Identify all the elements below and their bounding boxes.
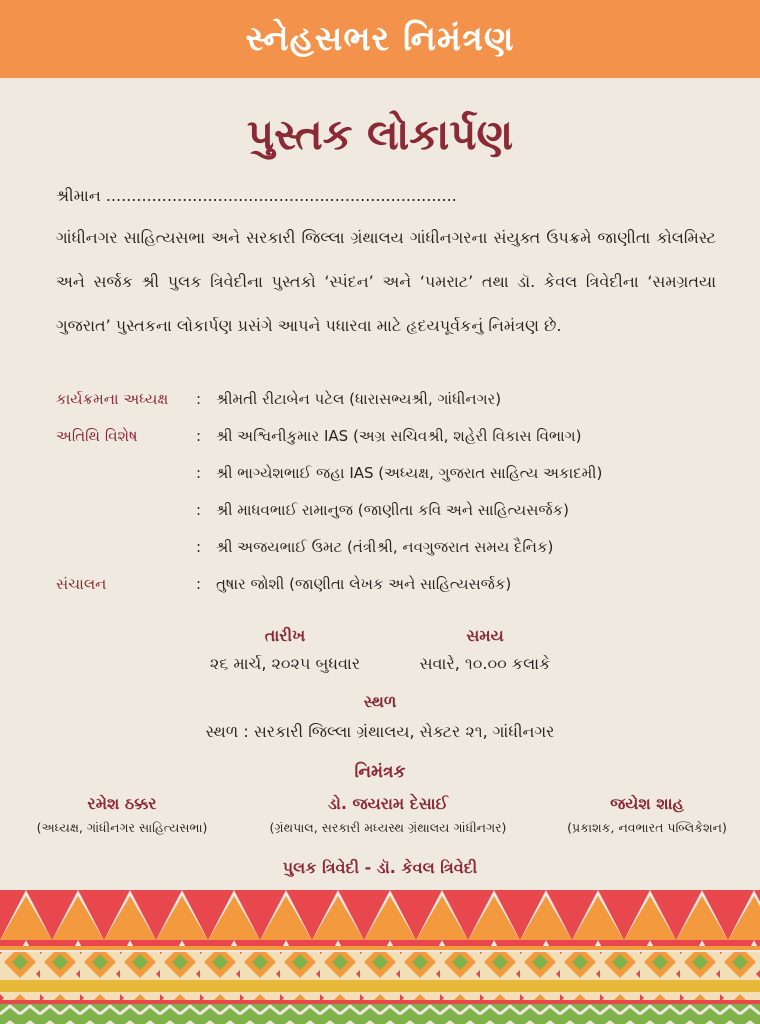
role-row	[56, 390, 736, 427]
role-colon: :	[196, 575, 202, 593]
inviter-name: રમેશ ઠક્કર	[87, 794, 157, 813]
role-value: શ્રી ભાગ્યેશભાઈ જહા IAS (અધ્યક્ષ, ગુજરાત સાહિત્ય અકાદમી)	[216, 464, 603, 482]
role-colon: :	[196, 538, 202, 556]
role-row	[56, 501, 736, 538]
role-value: શ્રીમતી રીટાબેન પટેલ (ધારાસભ્યશ્રી, ગાંધીનગર)	[216, 390, 502, 408]
decorative-border	[0, 890, 760, 1024]
role-row	[56, 464, 736, 501]
banner-title: સ્નેહસભર નિમંત્રણ	[245, 19, 515, 59]
inviters-heading: નિમંત્રક	[354, 762, 406, 782]
inviter	[540, 794, 754, 836]
date-value: ૨૬ માર્ચ, ૨૦૨૫ બુધવાર	[209, 654, 361, 673]
role-row	[56, 538, 736, 575]
time-block	[390, 626, 580, 674]
role-row	[56, 575, 736, 612]
date-block	[180, 626, 390, 674]
date-label: તારીખ	[264, 626, 306, 645]
inviter-desc: (અધ્યક્ષ, ગાંધીનગર સાહિત્યસભા)	[36, 820, 208, 835]
role-label: અતિથિ વિશેષ	[56, 427, 138, 445]
venue-label: સ્થળ	[363, 692, 397, 711]
venue-value: સ્થળ : સરકારી જિલ્લા ગ્રંથાલય, સેક્ટર ૨૧, ગાંધીનગર	[205, 722, 555, 741]
role-colon: :	[196, 501, 202, 519]
role-colon: :	[196, 464, 202, 482]
role-value: શ્રી અજયભાઈ ઉમટ (તંત્રીશ્રી, નવગુજરાત સમય દૈનિક)	[216, 538, 554, 556]
time-label: સમય	[466, 626, 504, 645]
header-banner	[0, 0, 760, 78]
inviter	[238, 794, 538, 836]
inviter-desc: (પ્રકાશક, નવભારત પબ્લિકેશન)	[567, 820, 727, 835]
role-label: કાર્યક્રમના અધ્યક્ષ	[56, 390, 169, 408]
role-row	[56, 427, 736, 464]
inviter	[8, 794, 236, 836]
time-value: સવારે, ૧૦.૦૦ કલાકે	[419, 654, 551, 673]
inviter-name: ડો. જયરામ દેસાઈ	[328, 794, 448, 813]
inviters-list	[0, 794, 760, 844]
roles-list	[56, 390, 736, 612]
signoff: પુલક ત્રિવેદી - ડૉ. કેવલ ત્રિવેદી	[282, 858, 478, 877]
salutation: શ્રીમાન .....................................................................	[56, 186, 457, 205]
role-value: શ્રી માધવભાઈ રામાનુજ (જાણીતા કવિ અને સાહિત્યસર્જક)	[216, 501, 569, 519]
inviter-name: જયેશ શાહ	[610, 794, 684, 813]
page-title: પુસ્તક લોકાર્પણ	[246, 110, 514, 159]
role-colon: :	[196, 427, 202, 445]
inviter-desc: (ગ્રંથપાલ, સરકારી મધ્યસ્થ ગ્રંથાલય ગાંધીનગર)	[269, 820, 507, 835]
role-value: તુષાર જોશી (જાણીતા લેખક અને સાહિત્યસર્જક)	[216, 575, 512, 593]
role-value: શ્રી અશ્વિનીકુમાર IAS (અગ્ર સચિવશ્રી, શહેરી વિકાસ વિભાગ)	[216, 427, 582, 445]
role-label: સંચાલન	[56, 575, 107, 593]
invitation-paragraph: ગાંધીનગર સાહિત્યસભા અને સરકારી જિલ્લા ગ્રંથાલય ગાંધીનગરના સંયુક્ત ઉપક્રમે જાણીતા કોલમિસ્ટ અને સર્જક શ્રી પુલક ત્રિવેદીના પુસ્તકો ‘સ્પંદન’ અને ‘પમરાટ’ તથા ડૉ. કેવલ ત્રિવેદીના ‘સમગ્રતયા ગુજરાત’ પુસ્તકના લોકાર્પણ પ્રસંગે આપને પધારવા માટે હૃદયપૂર્વકનું નિમંત્રણ છે.	[56, 228, 716, 335]
date-time-section	[0, 626, 760, 686]
role-colon: :	[196, 390, 202, 408]
